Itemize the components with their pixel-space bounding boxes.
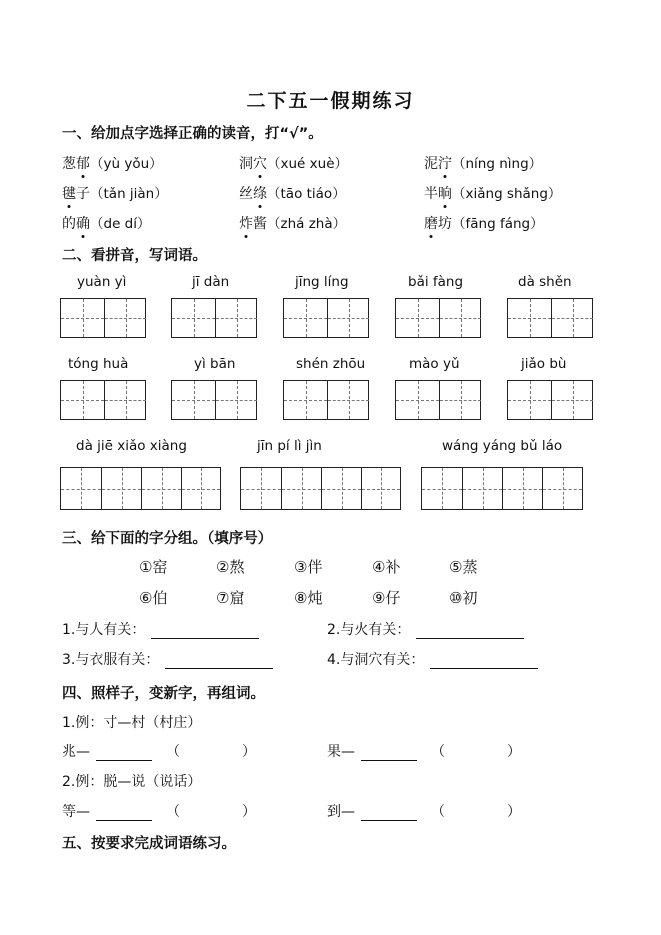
paren-open: （ (431, 744, 445, 760)
writing-grid[interactable] (507, 380, 593, 420)
example-1: 1.例：寸—村（村庄） (62, 715, 202, 731)
pinyin-label: yì bān (194, 356, 236, 372)
char-option: ⑨仔 (372, 589, 401, 607)
writing-grid[interactable] (171, 298, 257, 338)
answer-blank[interactable] (416, 638, 524, 639)
pronunciation-item[interactable] (62, 212, 151, 233)
pronunciation-item[interactable] (239, 182, 346, 203)
pinyin-label: jīng líng (295, 274, 349, 290)
group-question-label: 2.与火有关： (327, 622, 411, 638)
word-part: 葱 (62, 156, 76, 172)
dotted-char: 穴 (253, 156, 267, 172)
dotted-char: 磨 (424, 216, 438, 232)
pinyin-label: jīn pí lì jìn (257, 438, 322, 454)
word-part: 泥 (424, 156, 438, 172)
writing-grid[interactable] (60, 467, 221, 510)
pinyin-label: mào yǔ (409, 356, 460, 372)
paren-close: ） (242, 744, 256, 760)
dotted-char: 炸 (239, 216, 253, 232)
word-part: 洞 (239, 156, 253, 172)
pinyin-options[interactable]: （tǎn jiàn） (90, 186, 168, 202)
paren-open: （ (166, 804, 180, 820)
dotted-char: 绦 (253, 186, 267, 202)
answer-blank[interactable] (151, 638, 259, 639)
word-part: 的 (62, 216, 76, 232)
pinyin-options[interactable]: （yù yǒu） (90, 156, 163, 172)
answer-blank[interactable] (361, 820, 417, 821)
answer-blank[interactable] (430, 668, 538, 669)
answer-blank[interactable] (96, 820, 152, 821)
answer-blank[interactable] (165, 668, 273, 669)
pinyin-options[interactable]: （xué xuè） (267, 156, 348, 172)
pinyin-label: bǎi fàng (408, 274, 464, 290)
writing-grid[interactable] (283, 298, 369, 338)
dotted-char: 郁 (76, 156, 90, 172)
pinyin-options[interactable]: （tāo tiáo） (267, 186, 346, 202)
dotted-char: 毽 (62, 186, 76, 202)
pinyin-label: dà jiē xiǎo xiàng (76, 438, 187, 454)
paren-close: ） (242, 804, 256, 820)
section-5-heading: 五、按要求完成词语练习。 (62, 836, 236, 852)
pinyin-label: wáng yáng bǔ láo (442, 438, 563, 454)
char-option: ③伴 (294, 558, 323, 576)
word-part: 丝 (239, 186, 253, 202)
pinyin-label: jiǎo bù (521, 356, 567, 372)
section-2-heading: 二、看拼音，写词语。 (62, 248, 207, 264)
group-question-label: 3.与衣服有关： (62, 652, 160, 668)
paren-open: （ (166, 744, 180, 760)
word-part: 半 (424, 186, 438, 202)
group-question (327, 649, 538, 669)
char-option: ⑧炖 (294, 589, 323, 607)
pinyin-options[interactable]: （níng nìng） (452, 156, 543, 172)
group-question (327, 619, 524, 639)
section-1-heading: 一、给加点字选择正确的读音，打“√”。 (62, 126, 323, 142)
transform-row (327, 801, 521, 821)
writing-grid[interactable] (421, 467, 583, 510)
char-option: ⑤蒸 (449, 558, 478, 576)
group-question-label: 1.与人有关： (62, 622, 146, 638)
word-part: 子 (76, 186, 90, 202)
char-option: ②熬 (216, 558, 245, 576)
transform-prompt: 兆— (62, 744, 90, 760)
writing-grid[interactable] (60, 380, 146, 420)
char-option: ①窑 (139, 558, 168, 576)
word-part: 酱 (253, 216, 267, 232)
writing-grid[interactable] (240, 467, 401, 510)
group-question-label: 4.与洞穴有关： (327, 652, 425, 668)
transform-row (327, 741, 521, 761)
pinyin-label: jī dàn (192, 274, 230, 290)
section-3-heading: 三、给下面的字分组。（填序号） (62, 531, 273, 547)
transform-prompt: 等— (62, 804, 90, 820)
page-title: 二下五一假期练习 (246, 90, 415, 112)
transform-row (62, 801, 256, 821)
section-4-heading: 四、照样子，变新字，再组词。 (62, 686, 265, 702)
char-option: ④补 (372, 558, 401, 576)
transform-prompt: 果— (327, 744, 355, 760)
word-part: 坊 (438, 216, 452, 232)
pronunciation-item[interactable] (239, 152, 348, 173)
writing-grid[interactable] (171, 380, 257, 420)
pronunciation-item[interactable] (424, 182, 561, 203)
pronunciation-item[interactable] (62, 152, 163, 173)
pinyin-options[interactable]: （fāng fáng） (452, 216, 544, 232)
writing-grid[interactable] (60, 298, 146, 338)
pinyin-label: yuàn yì (77, 274, 127, 290)
group-question (62, 619, 259, 639)
transform-prompt: 到— (327, 804, 355, 820)
answer-blank[interactable] (361, 760, 417, 761)
dotted-char: 晌 (438, 186, 452, 202)
pronunciation-item[interactable] (424, 212, 544, 233)
dotted-char: 泞 (438, 156, 452, 172)
pinyin-options[interactable]: （xiǎng shǎng） (452, 186, 562, 202)
writing-grid[interactable] (507, 298, 593, 338)
dotted-char: 确 (76, 216, 90, 232)
writing-grid[interactable] (395, 380, 481, 420)
paren-close: ） (507, 804, 521, 820)
pronunciation-item[interactable] (424, 152, 542, 173)
char-option: ⑦窟 (216, 589, 245, 607)
char-option: ⑩初 (449, 589, 478, 607)
group-question (62, 649, 273, 669)
writing-grid[interactable] (395, 298, 481, 338)
answer-blank[interactable] (96, 760, 152, 761)
transform-row (62, 741, 256, 761)
writing-grid[interactable] (283, 380, 369, 420)
pinyin-label: tóng huà (68, 356, 129, 372)
paren-open: （ (431, 804, 445, 820)
char-option: ⑥伯 (139, 589, 168, 607)
pronunciation-item[interactable] (62, 182, 168, 203)
pinyin-options[interactable]: （de dí） (90, 216, 151, 232)
pinyin-label: dà shěn (518, 274, 572, 290)
pinyin-options[interactable]: （zhá zhà） (267, 216, 347, 232)
paren-close: ） (507, 744, 521, 760)
example-2: 2.例：脱—说（说话） (62, 774, 202, 790)
pinyin-label: shén zhōu (296, 356, 366, 372)
pronunciation-item[interactable] (239, 212, 346, 233)
